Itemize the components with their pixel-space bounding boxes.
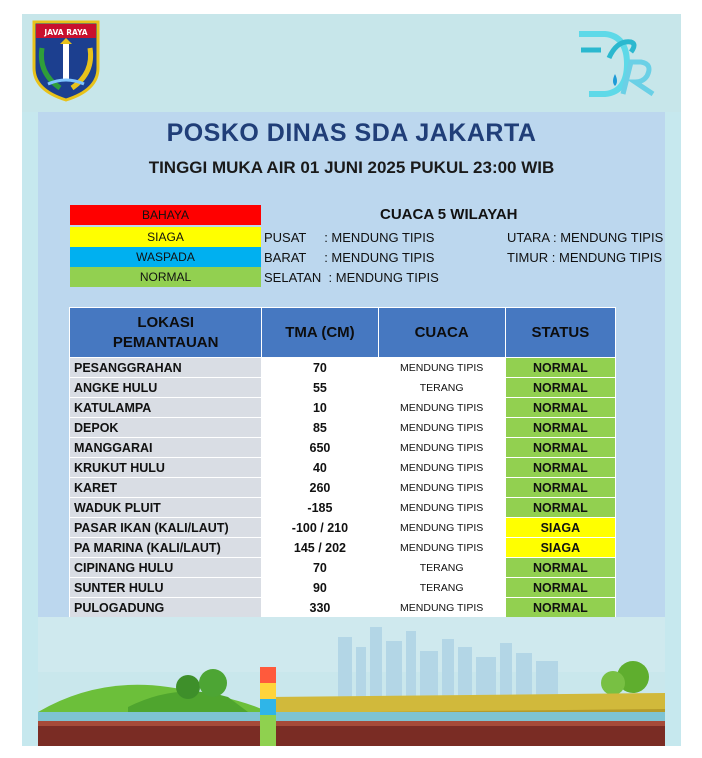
weather-utara: UTARA : MENDUNG TIPIS [507, 230, 664, 245]
table-row [70, 598, 616, 618]
cell-cuaca: MENDUNG TIPIS [378, 478, 505, 498]
legend-siaga: SIAGA [70, 227, 261, 247]
cell-cuaca: MENDUNG TIPIS [378, 358, 505, 378]
header-tma: TMA (CM) [262, 308, 378, 358]
table-row [70, 478, 616, 498]
cell-cuaca: MENDUNG TIPIS [378, 418, 505, 438]
table-row [70, 398, 616, 418]
cell-cuaca: TERANG [378, 558, 505, 578]
cell-tma: 10 [262, 398, 378, 418]
table-header-row [70, 308, 616, 358]
cell-status: SIAGA [505, 518, 615, 538]
cell-cuaca: TERANG [378, 578, 505, 598]
emblem-text: JAVA RAYA [44, 28, 88, 37]
water-level-table [69, 307, 616, 618]
table-row [70, 538, 616, 558]
cell-tma: 90 [262, 578, 378, 598]
cell-lokasi: KRUKUT HULU [70, 458, 262, 478]
weather-timur: TIMUR : MENDUNG TIPIS [507, 250, 663, 265]
page-title: POSKO DINAS SDA JAKARTA [166, 119, 537, 147]
table-row [70, 498, 616, 518]
cell-cuaca: MENDUNG TIPIS [378, 518, 505, 538]
sda-logo-icon [575, 28, 659, 98]
cell-tma: -100 / 210 [262, 518, 378, 538]
cell-tma: 70 [262, 358, 378, 378]
table-row [70, 438, 616, 458]
cell-status: NORMAL [505, 378, 615, 398]
cell-tma: -185 [262, 498, 378, 518]
legend-bahaya: BAHAYA [70, 205, 261, 225]
cell-status: NORMAL [505, 558, 615, 578]
cell-lokasi: PA MARINA (KALI/LAUT) [70, 538, 262, 558]
page-subtitle: TINGGI MUKA AIR 01 JUNI 2025 PUKUL 23:00 WIB [148, 158, 555, 177]
cell-tma: 40 [262, 458, 378, 478]
header-lokasi-line1: LOKASI [137, 313, 194, 331]
cell-cuaca: TERANG [378, 378, 505, 398]
cell-lokasi: PASAR IKAN (KALI/LAUT) [70, 518, 262, 538]
cell-status: NORMAL [505, 398, 615, 418]
cell-cuaca: MENDUNG TIPIS [378, 438, 505, 458]
cell-tma: 85 [262, 418, 378, 438]
weather-title: CUACA 5 WILAYAH [380, 206, 518, 223]
cell-lokasi: KARET [70, 478, 262, 498]
cell-tma: 330 [262, 598, 378, 618]
cell-status: NORMAL [505, 578, 615, 598]
cell-tma: 145 / 202 [262, 538, 378, 558]
city-landscape-illustration [38, 617, 665, 746]
table-row [70, 518, 616, 538]
cell-lokasi: ANGKE HULU [70, 378, 262, 398]
cell-lokasi: CIPINANG HULU [70, 558, 262, 578]
table-row [70, 358, 616, 378]
cell-status: NORMAL [505, 358, 615, 378]
cell-lokasi: WADUK PLUIT [70, 498, 262, 518]
cell-cuaca: MENDUNG TIPIS [378, 498, 505, 518]
weather-selatan: SELATAN : MENDUNG TIPIS [264, 270, 439, 285]
header-lokasi [70, 308, 262, 358]
table-row [70, 378, 616, 398]
cell-lokasi: DEPOK [70, 418, 262, 438]
cell-cuaca: MENDUNG TIPIS [378, 538, 505, 558]
cell-cuaca: MENDUNG TIPIS [378, 598, 505, 618]
cell-status: NORMAL [505, 458, 615, 478]
cell-tma: 650 [262, 438, 378, 458]
table-row [70, 578, 616, 598]
cell-status: NORMAL [505, 498, 615, 518]
table-row [70, 458, 616, 478]
cell-tma: 70 [262, 558, 378, 578]
legend-waspada: WASPADA [70, 247, 261, 267]
cell-status: SIAGA [505, 538, 615, 558]
cell-lokasi: KATULAMPA [70, 398, 262, 418]
cell-lokasi: PULOGADUNG [70, 598, 262, 618]
header-cuaca: CUACA [378, 308, 505, 358]
table-row [70, 558, 616, 578]
header-status: STATUS [505, 308, 615, 358]
legend-normal: NORMAL [70, 267, 261, 287]
cell-lokasi: MANGGARAI [70, 438, 262, 458]
header-lokasi-line2: PEMANTAUAN [112, 333, 219, 351]
cell-status: NORMAL [505, 478, 615, 498]
weather-barat: BARAT : MENDUNG TIPIS [264, 250, 435, 265]
cell-cuaca: MENDUNG TIPIS [378, 458, 505, 478]
cell-cuaca: MENDUNG TIPIS [378, 398, 505, 418]
cell-status: NORMAL [505, 438, 615, 458]
table-row [70, 418, 616, 438]
jakarta-emblem-icon [30, 18, 102, 102]
cell-status: NORMAL [505, 598, 615, 618]
cell-status: NORMAL [505, 418, 615, 438]
cell-tma: 55 [262, 378, 378, 398]
cell-lokasi: SUNTER HULU [70, 578, 262, 598]
cell-tma: 260 [262, 478, 378, 498]
cell-lokasi: PESANGGRAHAN [70, 358, 262, 378]
weather-pusat: PUSAT : MENDUNG TIPIS [264, 230, 435, 245]
